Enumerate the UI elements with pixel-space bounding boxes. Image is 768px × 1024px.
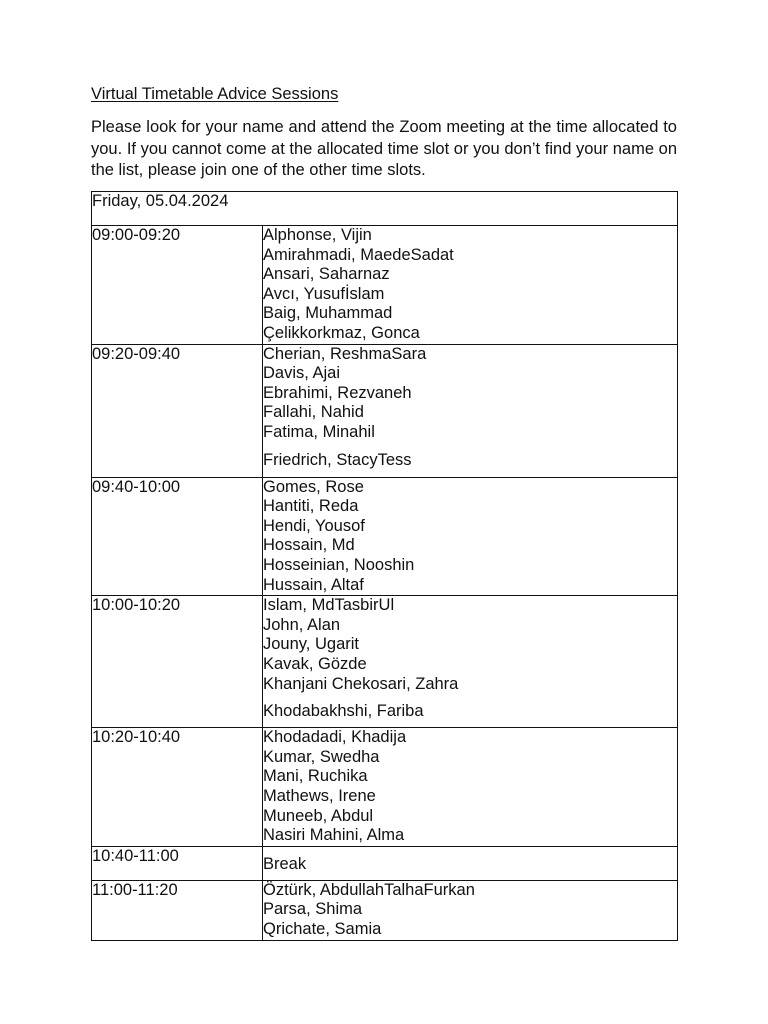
break-label: Break	[263, 854, 307, 873]
name-entry: Islam, MdTasbirUl	[263, 596, 395, 615]
time-slot: 09:40-10:00	[92, 477, 263, 596]
table-row	[92, 344, 678, 477]
names-cell	[263, 477, 678, 596]
name-entry: Mathews, Irene	[263, 786, 376, 805]
name-entry: Davis, Ajai	[263, 364, 341, 383]
timetable	[91, 191, 678, 941]
table-row	[92, 596, 678, 728]
names-cell	[263, 880, 678, 940]
table-row	[92, 226, 678, 345]
name-entry: Muneeb, Abdul	[263, 806, 374, 825]
time-slot: 11:00-11:20	[92, 880, 263, 940]
name-entry: Çelikkorkmaz, Gonca	[263, 323, 420, 342]
name-entry: Cherian, ReshmaSara	[263, 344, 427, 363]
name-entry: Kumar, Swedha	[263, 747, 380, 766]
name-entry: Ansari, Saharnaz	[263, 265, 390, 284]
name-entry: Nasiri Mahini, Alma	[263, 826, 405, 845]
time-slot: 09:00-09:20	[92, 226, 263, 345]
intro-paragraph: Please look for your name and attend the Zoom meeting at the time allocated to you. If you cannot come at the allocated time slot or you don’t find your name on the list, please join one of the other time slots.	[91, 118, 677, 179]
name-entry: Ebrahimi, Rezvaneh	[263, 383, 412, 402]
name-entry: Hosseinian, Nooshin	[263, 555, 415, 574]
name-entry: Khodabakhshi, Fariba	[263, 702, 424, 721]
name-entry: Öztürk, AbdullahTalhaFurkan	[263, 880, 475, 899]
table-row	[92, 846, 678, 880]
name-entry: Khanjani Chekosari, Zahra	[263, 674, 459, 693]
names-cell	[263, 344, 678, 477]
date-header-row	[92, 192, 678, 226]
names-cell	[263, 596, 678, 728]
name-entry: Mani, Ruchika	[263, 767, 368, 786]
name-entry: Hendi, Yousof	[263, 516, 365, 535]
name-entry: Alphonse, Vijin	[263, 226, 372, 244]
name-entry: Fatima, Minahil	[263, 422, 375, 441]
table-row	[92, 477, 678, 596]
time-slot: 10:40-11:00	[92, 846, 263, 880]
name-entry: Hussain, Altaf	[263, 575, 364, 594]
name-entry: Fallahi, Nahid	[263, 403, 364, 422]
table-row	[92, 880, 678, 940]
name-entry: Qrichate, Samia	[263, 919, 382, 938]
name-entry: Parsa, Shima	[263, 900, 363, 919]
name-entry: Friedrich, StacyTess	[263, 450, 412, 469]
name-entry: Kavak, Gözde	[263, 654, 367, 673]
table-row	[92, 728, 678, 847]
name-entry: Hossain, Md	[263, 536, 355, 555]
name-entry: Gomes, Rose	[263, 477, 364, 496]
page-title: Virtual Timetable Advice Sessions	[91, 85, 339, 103]
time-slot: 10:00-10:20	[92, 596, 263, 728]
name-entry: Avcı, Yusufİslam	[263, 284, 385, 303]
name-entry: Khodadadi, Khadija	[263, 728, 407, 747]
time-slot: 10:20-10:40	[92, 728, 263, 847]
names-cell	[263, 728, 678, 847]
break-cell	[263, 846, 678, 880]
name-entry: Jouny, Ugarit	[263, 635, 359, 654]
time-slot: 09:20-09:40	[92, 344, 263, 477]
name-entry: Amirahmadi, MaedeSadat	[263, 245, 454, 264]
name-entry: Hantiti, Reda	[263, 497, 359, 516]
name-entry: Baig, Muhammad	[263, 304, 393, 323]
names-cell	[263, 226, 678, 345]
name-entry: John, Alan	[263, 615, 341, 634]
date-header: Friday, 05.04.2024	[92, 192, 678, 226]
